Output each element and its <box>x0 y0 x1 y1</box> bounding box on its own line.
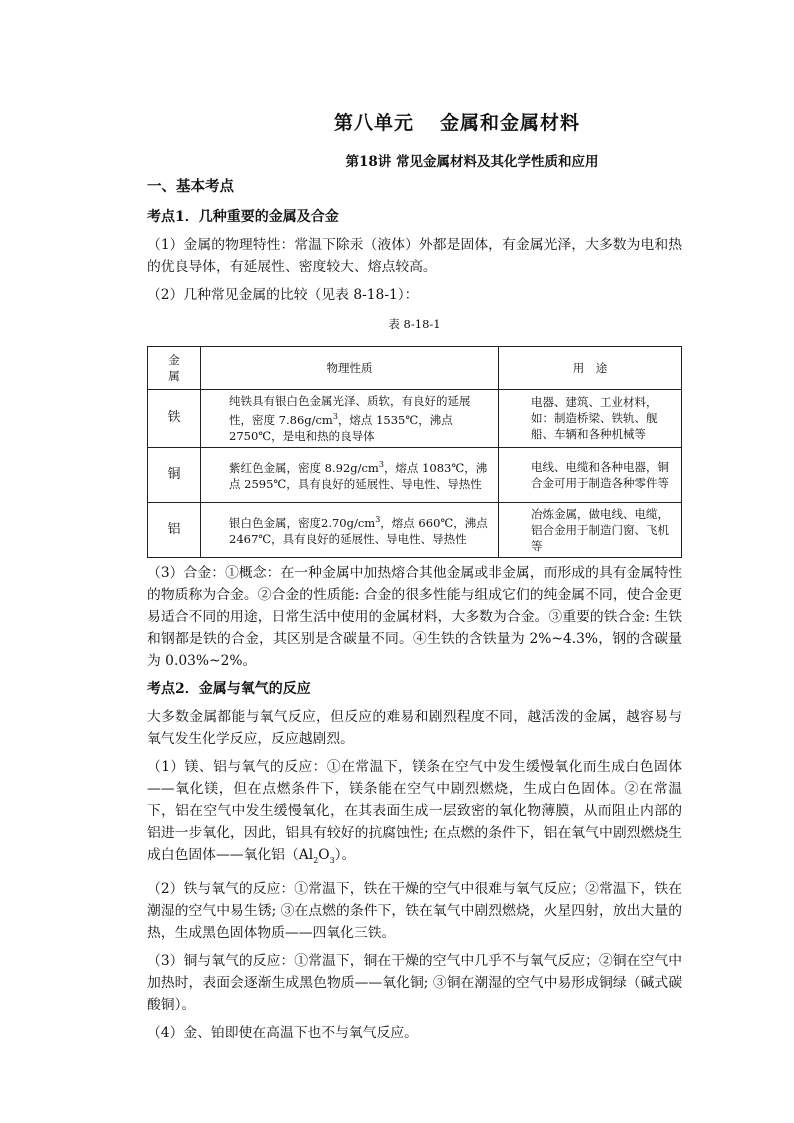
header-uses: 用 途 <box>499 347 682 390</box>
table-caption: 表 8-18-1 <box>388 317 441 331</box>
kp2-intro: 大多数金属都能与氧气反应，但反应的难易和剧烈程度不同，越活泼的金属，越容易与氧气发生化学反应，反应越剧烈。 <box>147 708 682 747</box>
cell-metal: 铜 <box>148 447 201 502</box>
cell-uses: 电线、电缆和各种电器，铜合金可用于制造各种零件等 <box>499 447 682 502</box>
kp2-paragraph-3: （3）铜与氧气的反应：①常温下，铜在干燥的空气中几乎不与氧气反应；②铜在空气中加热时，表面会逐渐生成黑色物质——氧化铜; ③铜在潮湿的空气中易形成铜绿（碱式碳酸铜）。 <box>147 952 682 1013</box>
header-props: 物理性质 <box>201 347 499 390</box>
kp2-paragraph-2: （2）铁与氧气的反应：①常温下，铁在干燥的空气中很难与氧气反应；②常温下，铁在潮湿的空气中易生锈; ③在点燃的条件下，铁在氧气中剧烈燃烧，火星四射，放出大量的热，生成黑色固体物质——四氧化三铁。 <box>147 880 682 941</box>
lecture-subtitle: 第18讲 常见金属材料及其化学性质和应用 <box>345 154 599 170</box>
kp2-paragraph-4: （4）金、铂即使在高温下也不与氧气反应。 <box>147 1024 418 1041</box>
cell-props: 纯铁具有银白色金属光泽、质软，有良好的延展性，密度 $7.86g/cm^3$，熔点 1535℃，沸点 2750℃，是电和热的良导体 <box>201 390 499 448</box>
table-row <box>148 502 682 557</box>
cell-metal: 铝 <box>148 502 201 557</box>
unit-title-number: 第八单元 <box>333 112 414 134</box>
metal-comparison-table <box>147 346 682 558</box>
cell-props: 紫红色金属，密度 $8.92g/cm^3$，熔点 1083℃，沸点 2595℃，具有良好的延展性、导电性、导热性 <box>201 447 499 502</box>
document-body <box>147 176 682 1050</box>
cell-props: 银白色金属，密度$2.70g/cm^3$，熔点 660℃，沸点 2467℃，具有良好的延展性、导电性、导热性 <box>201 502 499 557</box>
kp1-paragraph-2: （2）几种常见金属的比较（见表 8-18-1）： <box>147 287 419 303</box>
table-row <box>148 447 682 502</box>
cell-uses: 冶炼金属，做电线、电缆，铝合金用于制造门窗、飞机等 <box>499 502 682 557</box>
header-metal: 金 属 <box>148 347 201 390</box>
unit-title-topic: 金属和金属材料 <box>440 112 581 134</box>
table-row <box>148 390 682 448</box>
kp1-heading: 考点1．几种重要的金属及合金 <box>147 209 339 225</box>
cell-metal: 铁 <box>148 390 201 448</box>
kp2-heading: 考点2．金属与氧气的反应 <box>147 680 311 697</box>
kp2-paragraph-1: （1）镁、铝与氧气的反应：①在常温下，镁条在空气中发生缓慢氧化而生成白色固体——氧化镁，但在点燃条件下，镁条能在空气中剧烈燃烧，生成白色固体。②在常温下，铝在空气中发生缓慢氧化，在其表面生成一层致密的氧化物薄膜，从而阻止内部的铝进一步氧化，因此，铝具有较好的抗腐蚀性; 在点燃的条件下，铝在氧气中剧烈燃烧生成白色固体——氧化铝$(Al_2O_3)$。 <box>147 758 682 865</box>
section-heading-basic-points: 一、基本考点 <box>147 178 234 195</box>
unit-title <box>0 108 794 135</box>
cell-uses: 电器、建筑、工业材料，如：制造桥梁、铁轨、舰船、车辆和各种机械等 <box>499 390 682 448</box>
kp1-paragraph-1: （1）金属的物理特性：常温下除汞（液体）外都是固体，有金属光泽，大多数为电和热的优良导体，有延展性、密度较大、熔点较高。 <box>147 237 682 275</box>
kp1-paragraph-3: （3）合金：①概念：在一种金属中加热熔合其他金属或非金属，而形成的具有金属特性的物质称为合金。②合金的性质能: 合金的很多性能与组成它们的纯金属不同，使合金更易适合不同的用途，日常生活中使用的金属材料，大多数为合金。③重要的铁合金: 生铁和钢都是铁的合金，其区别是含碳量不同。④生铁的含铁量为 2%~4.3%，钢的含碳量为 0.03%~2%。 <box>147 564 682 669</box>
table-header-row <box>148 347 682 390</box>
